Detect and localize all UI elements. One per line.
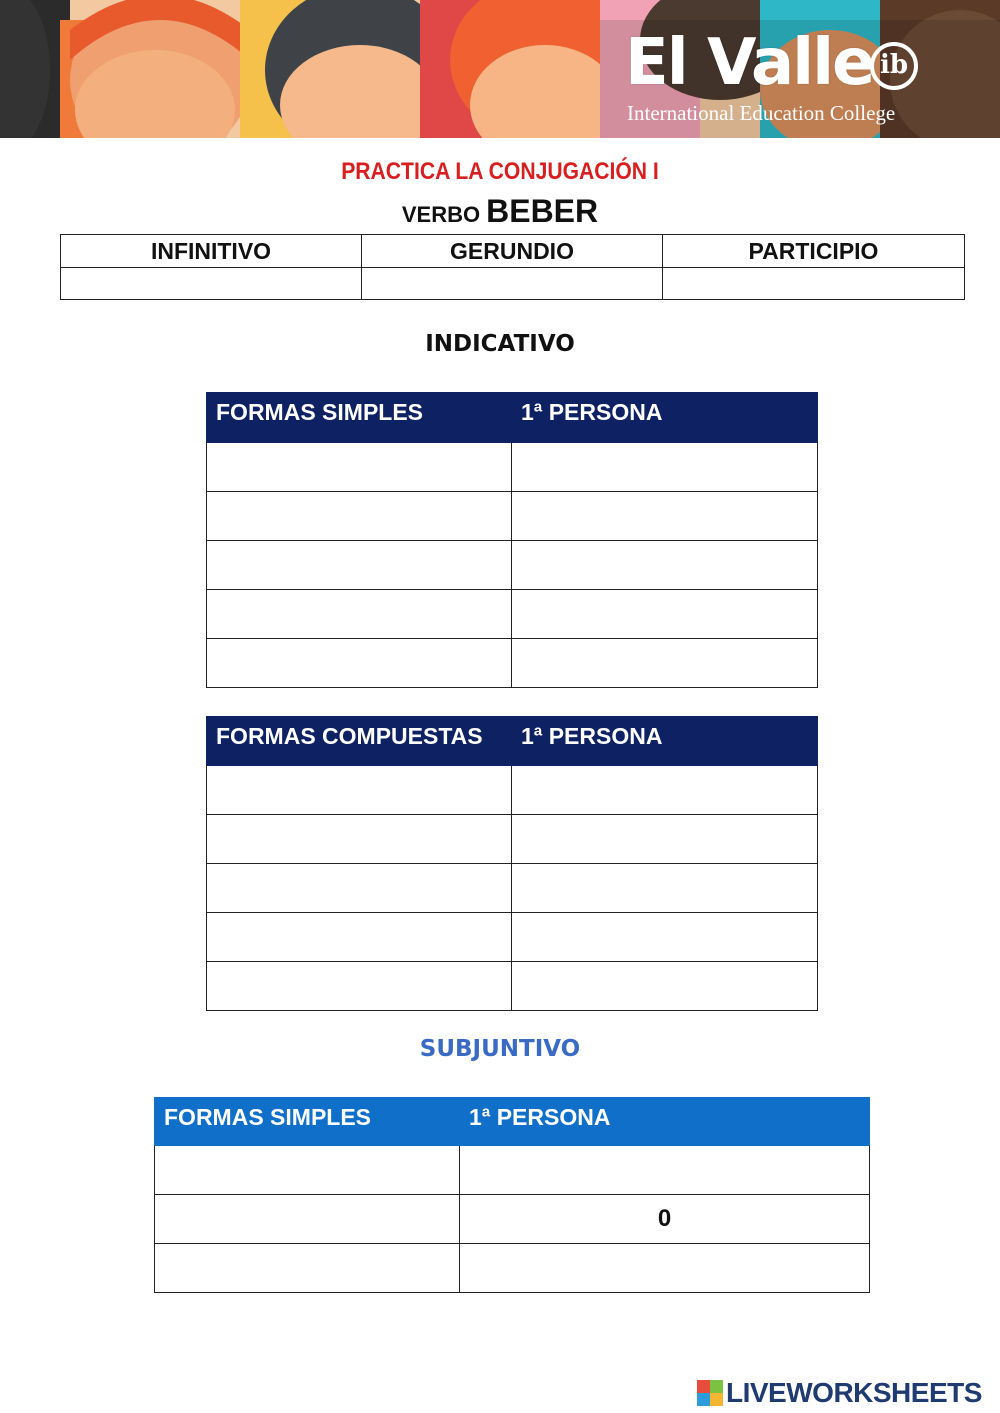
answer-cell[interactable] — [207, 590, 512, 639]
header-banner — [0, 0, 1000, 138]
column-header-formas-simples: FORMAS SIMPLES — [155, 1098, 460, 1146]
answer-cell[interactable]: 0 — [460, 1195, 870, 1244]
table-row — [207, 492, 818, 541]
school-subtitle: International Education College — [627, 101, 896, 125]
answer-cell[interactable] — [155, 1195, 460, 1244]
column-header-formas-compuestas: FORMAS COMPUESTAS — [207, 717, 512, 766]
answer-cell[interactable] — [512, 541, 818, 590]
liveworksheets-logo — [697, 1376, 982, 1410]
answer-cell[interactable] — [207, 443, 512, 492]
column-header-primera-persona: 1ª PERSONA — [512, 717, 818, 766]
non-personal-forms-table — [60, 234, 965, 300]
ib-logo-icon: ib — [870, 42, 918, 90]
table-row — [207, 913, 818, 962]
table-row — [207, 962, 818, 1011]
answer-cell[interactable] — [207, 541, 512, 590]
answer-cell-infinitivo[interactable] — [61, 268, 362, 300]
answer-cell[interactable] — [207, 815, 512, 864]
column-header-primera-persona: 1ª PERSONA — [512, 393, 818, 443]
answer-cell-gerundio[interactable] — [362, 268, 663, 300]
indicativo-simples-table — [206, 392, 818, 688]
column-header-participio: PARTICIPIO — [663, 235, 965, 268]
table-row — [207, 815, 818, 864]
answer-cell[interactable] — [207, 766, 512, 815]
table-row — [155, 1195, 870, 1244]
answer-cell[interactable] — [460, 1244, 870, 1293]
answer-cell[interactable] — [207, 492, 512, 541]
verb-line — [0, 193, 1000, 230]
table-row — [207, 766, 818, 815]
worksheet-title: PRACTICA LA CONJUGACIÓN I — [341, 158, 659, 185]
answer-cell[interactable] — [155, 1146, 460, 1195]
indicativo-heading: INDICATIVO — [425, 331, 575, 357]
column-header-primera-persona: 1ª PERSONA — [460, 1098, 870, 1146]
answer-cell[interactable] — [512, 590, 818, 639]
answer-cell[interactable] — [512, 492, 818, 541]
verb-name: BEBER — [486, 193, 599, 229]
answer-cell[interactable] — [207, 864, 512, 913]
answer-cell[interactable] — [512, 639, 818, 688]
subjuntivo-simples-table — [154, 1097, 870, 1293]
table-row — [207, 864, 818, 913]
column-header-formas-simples: FORMAS SIMPLES — [207, 393, 512, 443]
answer-cell-participio[interactable] — [663, 268, 965, 300]
answer-cell[interactable] — [207, 962, 512, 1011]
table-row — [207, 590, 818, 639]
table-row — [207, 639, 818, 688]
answer-cell[interactable] — [207, 639, 512, 688]
column-header-infinitivo: INFINITIVO — [61, 235, 362, 268]
answer-cell[interactable] — [155, 1244, 460, 1293]
table-row — [207, 541, 818, 590]
verb-prefix: VERBO — [401, 202, 481, 227]
answer-cell[interactable] — [512, 443, 818, 492]
school-name: El Valle — [625, 26, 874, 100]
table-row — [207, 443, 818, 492]
answer-cell[interactable] — [512, 815, 818, 864]
answer-cell[interactable] — [207, 913, 512, 962]
subjuntivo-heading: SUBJUNTIVO — [419, 1036, 581, 1062]
answer-cell[interactable] — [512, 864, 818, 913]
answer-cell[interactable] — [512, 962, 818, 1011]
column-header-gerundio: GERUNDIO — [362, 235, 663, 268]
answer-cell[interactable] — [512, 766, 818, 815]
table-row — [155, 1244, 870, 1293]
table-row — [155, 1146, 870, 1195]
answer-cell[interactable] — [512, 913, 818, 962]
answer-cell[interactable] — [460, 1146, 870, 1195]
school-logo — [625, 28, 955, 128]
liveworksheets-wordmark: LIVEWORKSHEETS — [726, 1377, 982, 1408]
liveworksheets-icon — [697, 1380, 723, 1406]
indicativo-compuestas-table — [206, 716, 818, 1011]
